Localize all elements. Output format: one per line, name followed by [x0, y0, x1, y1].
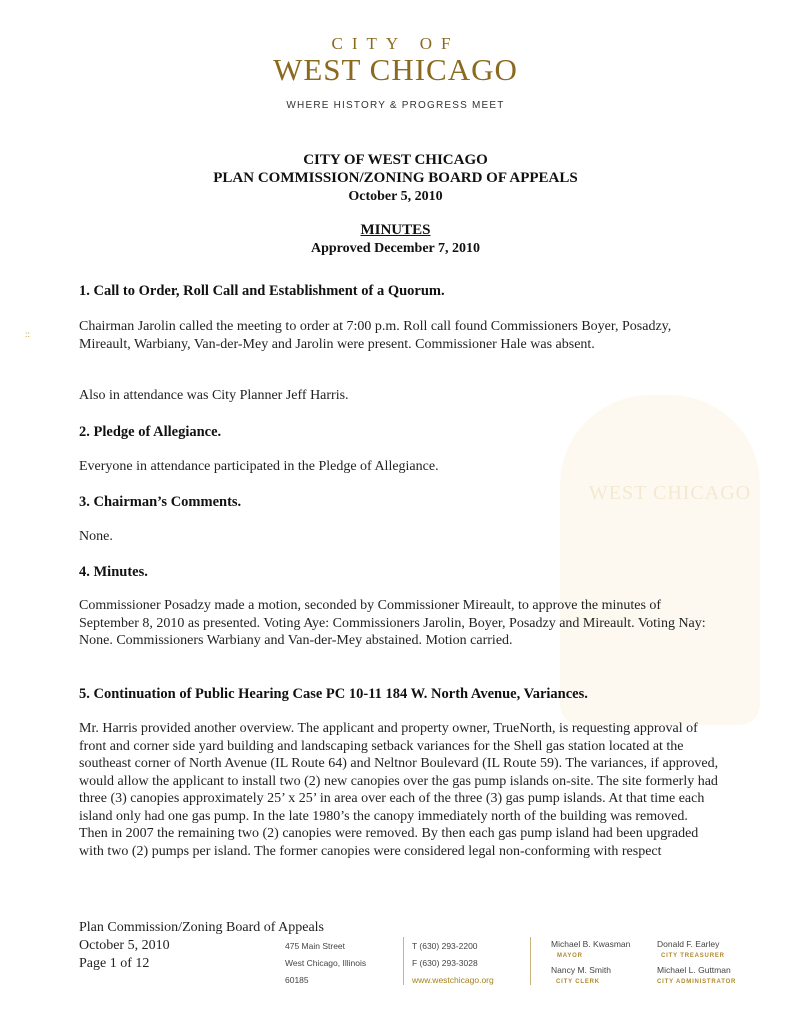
- footer-divider: [403, 937, 404, 985]
- footer-clerk-name: Nancy M. Smith: [551, 965, 611, 975]
- footer-page-number: Page 1 of 12: [79, 956, 150, 971]
- footer-administrator-title: CITY ADMINISTRATOR: [657, 979, 737, 985]
- watermark-text: WEST CHICAGO: [588, 482, 752, 504]
- section-paragraph: Also in attendance was City Planner Jeff Harris.: [79, 388, 349, 403]
- footer-board: Plan Commission/Zoning Board of Appeals: [79, 920, 324, 935]
- footer-website-link[interactable]: www.westchicago.org: [412, 975, 494, 985]
- footer-fax: F (630) 293-3028: [412, 958, 478, 968]
- section-paragraph: Chairman Jarolin called the meeting to order at 7:00 p.m. Roll call found Commissioners Boyer, Posadzy, Mireault, Warbiany, Van-der-Mey and Jarolin were present. Commissioner Hale was absent.: [79, 319, 672, 352]
- section-paragraph: Mr. Harris provided another overview. The applicant and property owner, TrueNorth, is requesting approval of front and corner side yard building and landscaping setback variances for the Shell gas station located at the southeast corner of North Avenue (IL Route 64) and Neltnor Boulevard (IL Route 59). The variances, if approved, would allow the applicant to install two (2) new canopies over the gas pump islands on-site. The site formerly had three (3) canopies approximately 25’ x 25’ in area over each of the three (3) gas pump islands. At that time each island only had one gas pump. In the late 1980’s the canopy immediately north of the building was removed. Then in 2007 the remaining two (2) canopies were removed. By then each gas pump island had been upgraded with two (2) pumps per island. The former canopies were considered legal non-conforming with respect: [79, 721, 719, 859]
- section-heading: 2. Pledge of Allegiance.: [79, 424, 222, 440]
- seal-watermark: [560, 395, 760, 725]
- section-heading: 4. Minutes.: [79, 564, 148, 580]
- document-title: CITY OF WEST CHICAGO: [303, 152, 488, 168]
- letterhead-city-name: WEST CHICAGO: [273, 52, 518, 87]
- section-heading: 3. Chairman’s Comments.: [79, 494, 242, 510]
- section-heading: 5. Continuation of Public Hearing Case PC 10-11 184 W. North Avenue, Variances.: [79, 686, 588, 702]
- document-subtitle: PLAN COMMISSION/ZONING BOARD OF APPEALS: [213, 170, 578, 186]
- footer-mayor-title: MAYOR: [557, 953, 583, 959]
- footer-mayor-name: Michael B. Kwasman: [551, 939, 631, 949]
- section-paragraph: None.: [79, 529, 113, 544]
- footer-treasurer-title: CITY TREASURER: [661, 953, 725, 959]
- footer-administrator-name: Michael L. Guttman: [657, 965, 731, 975]
- footer-address-city: West Chicago, Illinois: [285, 958, 367, 968]
- approval-date: Approved December 7, 2010: [310, 241, 481, 256]
- footer-phone: T (630) 293-2200: [412, 941, 478, 951]
- section-paragraph: Commissioner Posadzy made a motion, seconded by Commissioner Mireault, to approve the minutes of September 8, 2010 as presented. Voting Aye: Commissioners Jarolin, Boyer, Posadzy and Mireault. Voting Nay: None. Commissioners Warbiany and Van-der-Mey abstained. Motion carried.: [79, 598, 706, 648]
- letterhead-tagline: WHERE HISTORY & PROGRESS MEET: [286, 100, 505, 111]
- section-heading: 1. Call to Order, Roll Call and Establishment of a Quorum.: [79, 283, 445, 299]
- section-paragraph: Everyone in attendance participated in the Pledge of Allegiance.: [79, 459, 439, 474]
- footer-address-street: 475 Main Street: [285, 941, 346, 951]
- footer-date: October 5, 2010: [79, 938, 170, 953]
- meeting-date: October 5, 2010: [348, 189, 443, 204]
- footer-divider: [530, 937, 531, 985]
- letterhead-city-of: CITY OF: [331, 34, 460, 53]
- margin-mark: ::: [25, 329, 31, 339]
- footer-clerk-title: CITY CLERK: [556, 979, 600, 985]
- footer-address-zip: 60185: [285, 975, 309, 985]
- footer-treasurer-name: Donald F. Earley: [657, 939, 720, 949]
- minutes-title: MINUTES: [360, 222, 431, 238]
